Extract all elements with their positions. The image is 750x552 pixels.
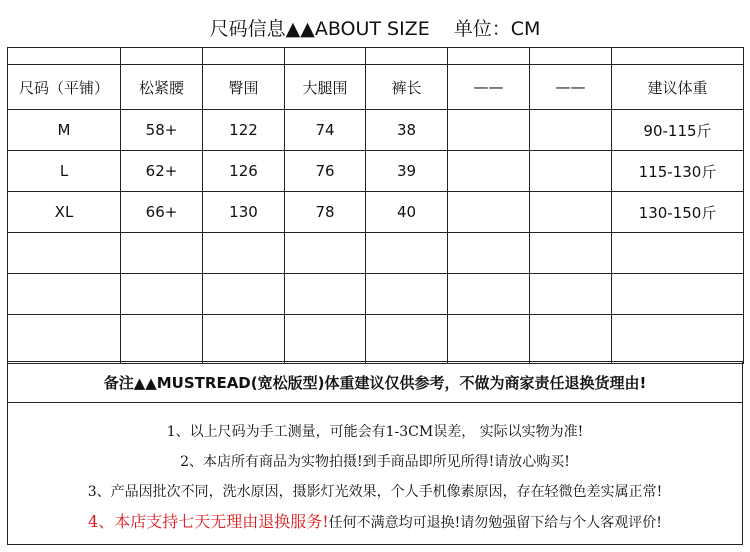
cell-size: XL <box>8 192 121 233</box>
cell-waist: 58+ <box>121 110 203 151</box>
header-blank-1: —— <box>448 65 530 110</box>
return-policy-text: 任何不满意均可退换!请勿勉强留下给与个人客观评价! <box>328 515 662 531</box>
notes-heading: 备注▲▲MUSTREAD(宽松版型)体重建议仅供参考，不做为商家责任退换货理由! <box>8 362 742 403</box>
empty-row <box>8 315 744 364</box>
table-row <box>8 192 744 233</box>
cell-blank <box>530 151 612 192</box>
notes-box <box>7 361 743 545</box>
header-thigh: 大腿围 <box>285 65 366 110</box>
header-hip: 臀围 <box>203 65 285 110</box>
cell-blank <box>448 110 530 151</box>
size-title <box>0 14 750 40</box>
cell-waist: 66+ <box>121 192 203 233</box>
note-number: 4、 <box>88 512 115 531</box>
table-row <box>8 110 744 151</box>
table-header-row <box>8 65 744 110</box>
cell-weight: 130-150斤 <box>612 192 744 233</box>
note-item: 1、以上尺码为手工测量，可能会有1-3CM误差， 实际以实物为准! <box>166 424 584 440</box>
cell-weight: 115-130斤 <box>612 151 744 192</box>
size-table <box>7 47 744 364</box>
cell-size: M <box>8 110 121 151</box>
note-item: 2、本店所有商品为实物拍摄!到手商品即所见所得!请放心购买! <box>180 454 570 470</box>
cell-weight: 90-115斤 <box>612 110 744 151</box>
cell-blank <box>530 110 612 151</box>
cell-waist: 62+ <box>121 151 203 192</box>
header-size: 尺码（平铺） <box>8 65 121 110</box>
cell-length: 40 <box>366 192 448 233</box>
return-policy-highlight: 本店支持七天无理由退换服务! <box>114 512 329 531</box>
cell-hip: 122 <box>203 110 285 151</box>
header-weight: 建议体重 <box>612 65 744 110</box>
cell-thigh: 76 <box>285 151 366 192</box>
cell-blank <box>448 151 530 192</box>
cell-length: 39 <box>366 151 448 192</box>
cell-size: L <box>8 151 121 192</box>
size-unit-label: 单位：CM <box>453 17 541 40</box>
header-waist: 松紧腰 <box>121 65 203 110</box>
size-title-main: 尺码信息▲▲ABOUT SIZE <box>209 17 430 40</box>
cell-thigh: 78 <box>285 192 366 233</box>
empty-row <box>8 274 744 315</box>
table-row <box>8 151 744 192</box>
cell-hip: 130 <box>203 192 285 233</box>
header-blank-2: —— <box>530 65 612 110</box>
empty-row <box>8 233 744 274</box>
cell-blank <box>448 192 530 233</box>
notes-list <box>8 403 742 537</box>
cell-hip: 126 <box>203 151 285 192</box>
header-length: 裤长 <box>366 65 448 110</box>
note-item-return-policy <box>8 507 742 537</box>
cell-thigh: 74 <box>285 110 366 151</box>
cell-length: 38 <box>366 110 448 151</box>
cell-blank <box>530 192 612 233</box>
note-item: 3、产品因批次不同，洗水原因，摄影灯光效果，个人手机像素原因，存在轻微色差实属正常! <box>87 484 663 500</box>
table-top-spacer-row <box>8 48 744 65</box>
